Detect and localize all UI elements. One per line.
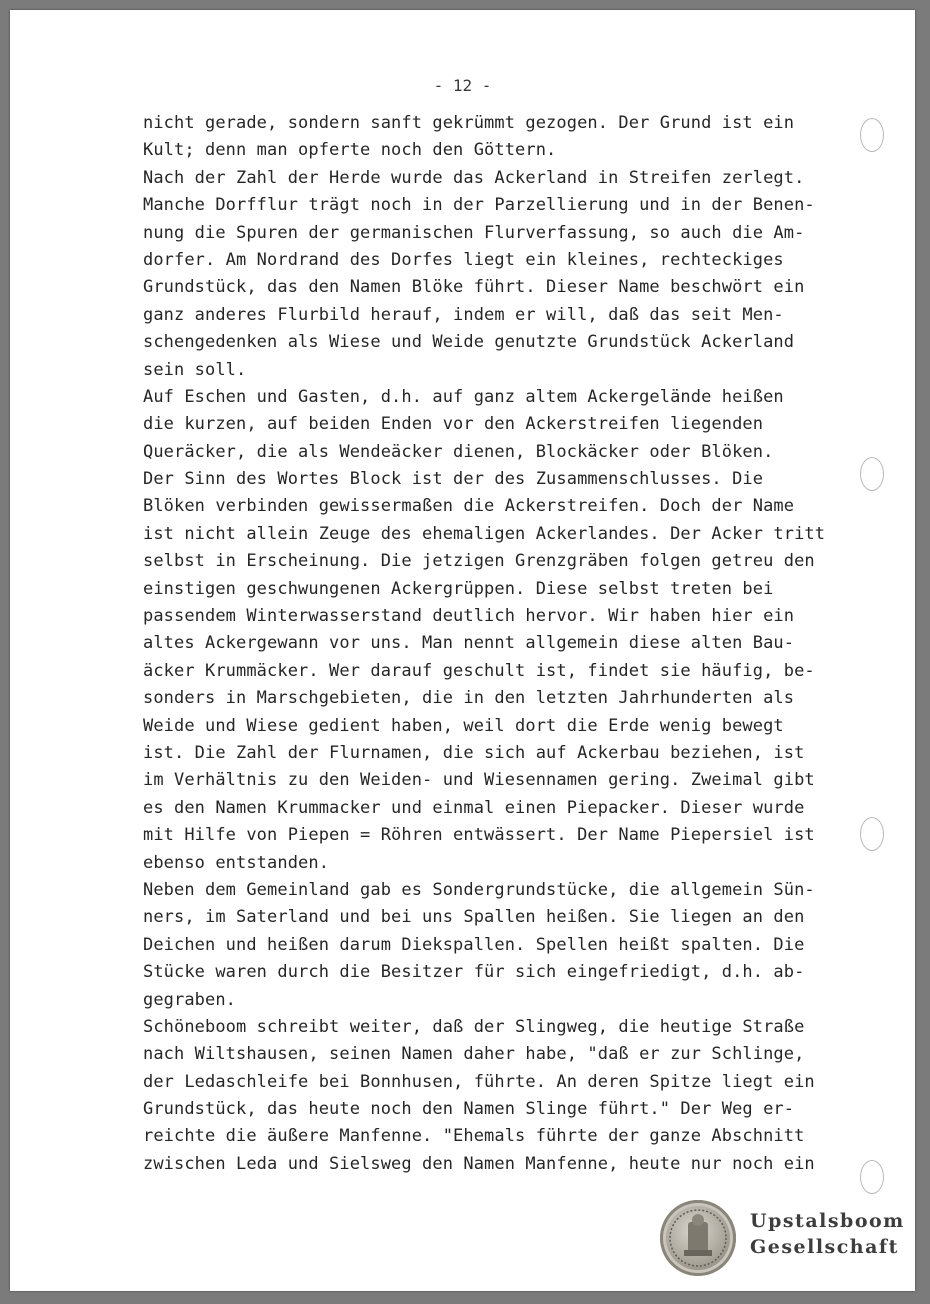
text-line: gegraben. (143, 989, 237, 1010)
text-line: Der Sinn des Wortes Block ist der des Zusammenschlusses. Die (143, 469, 764, 490)
punch-hole-icon (860, 817, 884, 851)
text-line: die kurzen, auf beiden Enden vor den Ackerstreifen liegenden (143, 414, 764, 435)
text-line: nach Wiltshausen, seinen Namen daher habe, "daß er zur Schlinge, (143, 1044, 805, 1065)
text-line: altes Ackergewann vor uns. Man nennt allgemein diese alten Bau- (143, 633, 795, 654)
text-line: dorfer. Am Nordrand des Dorfes liegt ein kleines, rechteckiges (143, 249, 784, 270)
publisher-logo (660, 1200, 910, 1278)
seal-medallion-icon (660, 1200, 736, 1276)
text-line: Grundstück, das den Namen Blöke führt. Dieser Name beschwört ein (143, 277, 805, 298)
text-line: Auf Eschen und Gasten, d.h. auf ganz altem Ackergelände heißen (143, 386, 784, 407)
text-line: Queräcker, die als Wendeäcker dienen, Blockäcker oder Blöken. (143, 441, 774, 462)
text-line: selbst in Erscheinung. Die jetzigen Grenzgräben folgen getreu den (143, 551, 815, 572)
text-line: mit Hilfe von Piepen = Röhren entwässert. Der Name Piepersiel ist (143, 825, 815, 846)
logo-line-1: Upstalsboom (750, 1210, 905, 1232)
text-line: ist nicht allein Zeuge des ehemaligen Ackerlandes. Der Acker tritt (143, 523, 826, 544)
text-line: ist. Die Zahl der Flurnamen, die sich auf Ackerbau beziehen, ist (143, 742, 805, 763)
text-line: Manche Dorfflur trägt noch in der Parzellierung und in der Benen- (143, 195, 815, 216)
text-line: Kult; denn man opferte noch den Göttern. (143, 140, 557, 161)
text-line: Schöneboom schreibt weiter, daß der Slingweg, die heutige Straße (143, 1016, 805, 1037)
text-line: Deichen und heißen darum Diekspallen. Spellen heißt spalten. Die (143, 934, 805, 955)
page-number: - 12 - (433, 76, 492, 95)
text-line: es den Namen Krummacker und einmal einen Piepacker. Dieser wurde (143, 797, 805, 818)
text-line: Grundstück, das heute noch den Namen Slinge führt." Der Weg er- (143, 1099, 795, 1120)
text-line: im Verhältnis zu den Weiden- und Wiesennamen gering. Zweimal gibt (143, 770, 815, 791)
text-line: sein soll. (143, 359, 247, 380)
text-line: sonders in Marschgebieten, die in den letzten Jahrhunderten als (143, 688, 795, 709)
text-line: Weide und Wiese gedient haben, weil dort die Erde wenig bewegt (143, 715, 784, 736)
text-line: Neben dem Gemeinland gab es Sondergrundstücke, die allgemein Sün- (143, 879, 815, 900)
text-line: einstigen geschwungenen Ackergrüppen. Diese selbst treten bei (143, 578, 774, 599)
text-line: äcker Krummäcker. Wer darauf geschult ist, findet sie häufig, be- (143, 660, 815, 681)
document-body (143, 110, 863, 1178)
text-line: schengedenken als Wiese und Weide genutzte Grundstück Ackerland (143, 332, 795, 353)
document-page (10, 10, 915, 1291)
text-line: nicht gerade, sondern sanft gekrümmt gezogen. Der Grund ist ein (143, 113, 795, 133)
text-line: ganz anderes Flurbild herauf, indem er will, daß das seit Men- (143, 304, 784, 325)
text-line: ebenso entstanden. (143, 852, 330, 873)
text-line: zwischen Leda und Sielsweg den Namen Manfenne, heute nur noch ein (143, 1153, 815, 1174)
logo-text (750, 1208, 905, 1260)
text-line: ners, im Saterland und bei uns Spallen heißen. Sie liegen an den (143, 907, 805, 928)
text-line: Nach der Zahl der Herde wurde das Ackerland in Streifen zerlegt. (143, 167, 805, 188)
punch-hole-icon (860, 118, 884, 152)
text-line: der Ledaschleife bei Bonnhusen, führte. An deren Spitze liegt ein (143, 1071, 815, 1092)
punch-hole-icon (860, 1160, 884, 1194)
logo-line-2: Gesellschaft (750, 1236, 899, 1258)
text-line: nung die Spuren der germanischen Flurverfassung, so auch die Am- (143, 222, 805, 243)
text-line: passendem Winterwasserstand deutlich hervor. Wir haben hier ein (143, 606, 795, 627)
text-line: reichte die äußere Manfenne. "Ehemals führte der ganze Abschnitt (143, 1126, 805, 1147)
punch-hole-icon (860, 457, 884, 491)
text-line: Stücke waren durch die Besitzer für sich eingefriedigt, d.h. ab- (143, 962, 805, 983)
text-line: Blöken verbinden gewissermaßen die Ackerstreifen. Doch der Name (143, 496, 795, 517)
